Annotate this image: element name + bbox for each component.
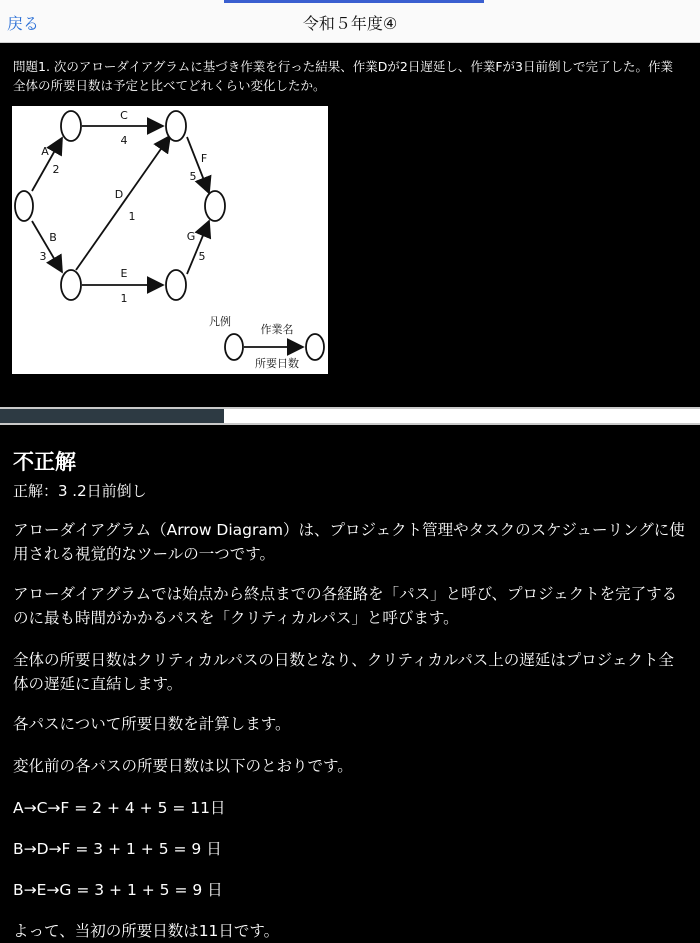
correct-answer: 正解：3 .2日前倒し	[13, 482, 147, 500]
explanation-paragraph: 全体の所要日数はクリティカルパスの日数となり、クリティカルパス上の遅延はプロジェクト全体の遅延に直結します。	[13, 651, 674, 693]
task-D-name: D	[114, 188, 124, 201]
explanation-paragraph: アローダイアグラムでは始点から終点までの各経路を「パス」と呼び、プロジェクトを完了するのに最も時間がかかるパスを「クリティカルパス」と呼びます。	[13, 585, 678, 627]
task-C-days: 4	[120, 134, 128, 147]
progress-bar-fill	[0, 409, 224, 423]
task-F-days: 5	[189, 170, 197, 183]
arrow-D	[76, 136, 170, 270]
legend-days-label: 所要日数	[255, 357, 299, 370]
task-F-name: F	[200, 152, 208, 165]
task-G-name: G	[186, 230, 196, 243]
arrow-G	[187, 221, 209, 274]
legend-title: 凡例	[209, 315, 231, 328]
node-6	[205, 191, 225, 221]
task-B-days: 3	[39, 250, 47, 263]
arrow-B	[32, 221, 62, 272]
explanation-paragraph: よって、当初の所要日数は11日です。	[13, 922, 280, 940]
node-5	[166, 270, 186, 300]
path-calculation: A→C→F = 2 + 4 + 5 = 11日	[13, 799, 226, 817]
result-status: 不正解	[13, 450, 76, 474]
question-text: 問題1. 次のアローダイアグラムに基づき作業を行った結果、作業Dが2日遅延し、作業Fが3日前倒しで完了した。作業全体の所要日数は予定と比べてどれくらい変化したか。	[13, 59, 673, 93]
path-calculation: B→E→G = 3 + 1 + 5 = 9 日	[13, 881, 223, 899]
task-C-name: C	[120, 109, 128, 122]
progress-bar	[0, 407, 700, 425]
legend-task-label: 作業名	[260, 323, 294, 336]
task-A-days: 2	[52, 163, 60, 176]
task-B-name: B	[49, 231, 57, 244]
arrow-F	[187, 137, 209, 193]
top-accent-bar	[224, 0, 484, 3]
arrow-diagram-svg	[12, 106, 328, 374]
task-E-name: E	[120, 267, 128, 280]
back-button[interactable]: 戻る	[7, 14, 40, 33]
node-1	[15, 191, 33, 221]
node-3	[61, 270, 81, 300]
node-2	[61, 111, 81, 141]
path-calculation: B→D→F = 3 + 1 + 5 = 9 日	[13, 840, 222, 858]
explanation-paragraph: 変化前の各パスの所要日数は以下のとおりです。	[13, 757, 353, 775]
legend-node-end	[306, 334, 324, 360]
task-A-name: A	[41, 145, 49, 158]
explanation-paragraph: 各パスについて所要日数を計算します。	[13, 715, 291, 733]
page-title: 令和５年度④	[302, 14, 398, 33]
task-G-days: 5	[198, 250, 206, 263]
task-E-days: 1	[120, 292, 128, 305]
task-D-days: 1	[128, 210, 136, 223]
top-navigation-bar	[0, 0, 700, 43]
arrow-diagram	[12, 106, 328, 374]
node-4	[166, 111, 186, 141]
explanation-paragraph: アローダイアグラム（Arrow Diagram）は、プロジェクト管理やタスクのスケジューリングに使用される視覚的なツールの一つです。	[13, 521, 685, 563]
legend-node-start	[225, 334, 243, 360]
